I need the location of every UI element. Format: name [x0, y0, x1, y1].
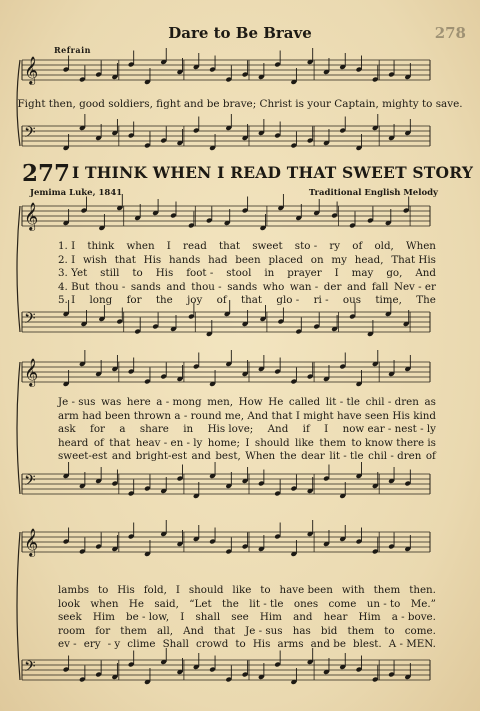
lyric-syllable: When	[245, 450, 276, 463]
system-brace	[17, 362, 20, 494]
refrain-lyrics: Fight then, good soldiers, fight and be brave; Christ is your Captain, mighty to save.	[17, 98, 463, 110]
lyric-syllable: that	[271, 409, 293, 422]
lyric-syllable: look	[58, 597, 80, 610]
treble-clef-icon: 𝄞	[24, 358, 39, 386]
lyric-syllable: I	[295, 409, 300, 422]
lyric-syllable: I	[175, 584, 180, 596]
lyric-syllable: see	[231, 611, 249, 624]
lyric-syllable: sands	[130, 280, 161, 293]
lyric-syllable: for	[90, 423, 105, 436]
lyric-syllable: wish	[82, 253, 107, 266]
system-brace	[17, 206, 20, 332]
page-number: 278	[434, 24, 466, 42]
lyric-syllable: crowd	[196, 638, 229, 651]
lyric-syllable: should	[254, 436, 290, 449]
lyric-syllable: fall	[371, 280, 389, 293]
lyric-syllable: And	[267, 423, 289, 436]
lyric-line	[58, 450, 436, 464]
lyric-syllable: sto -	[294, 240, 318, 252]
lyric-syllable: glo -	[276, 294, 300, 307]
lyric-syllable: a - bove.	[391, 611, 436, 624]
lyric-syllable: lit - tle	[249, 597, 284, 610]
lyric-syllable: share	[139, 423, 169, 436]
lyric-syllable: ri -	[313, 294, 329, 307]
treble-clef-icon: 𝄞	[24, 202, 39, 230]
lyric-line	[58, 437, 436, 451]
lyric-syllable: go,	[386, 267, 403, 280]
lyric-syllable: His	[252, 638, 271, 651]
lyric-syllable: Me.”	[410, 597, 436, 610]
lyric-syllable: that	[114, 253, 136, 266]
lyric-syllable: as	[424, 396, 436, 408]
lyric-syllable: sweet-est	[58, 450, 108, 463]
lyric-syllable: thou -	[191, 280, 222, 293]
lyric-syllable: and	[191, 450, 211, 463]
lyric-syllable: arms	[277, 638, 304, 651]
lyric-syllable: joy	[187, 294, 203, 307]
lyric-syllable: now ear - nest - ly	[342, 423, 436, 436]
lyric-syllable: Shall	[162, 638, 189, 651]
lyric-syllable: to	[384, 624, 395, 637]
lyric-syllable: He	[128, 597, 144, 610]
lyric-syllable: was	[101, 396, 122, 408]
bass-clef-icon: 𝄢	[24, 124, 36, 145]
lyric-syllable: - y	[107, 638, 121, 651]
lyric-syllable: His	[117, 584, 135, 596]
lyric-syllable: sands	[227, 280, 258, 293]
lyric-syllable: bright-est	[135, 450, 187, 463]
lyric-syllable: Him	[259, 611, 282, 624]
lyric-line	[58, 396, 436, 410]
lyric-syllable: And	[247, 409, 269, 422]
lyric-syllable: chil - dren	[365, 396, 419, 408]
lyric-syllable: His	[143, 253, 162, 266]
lyric-syllable: placed	[268, 253, 303, 266]
lyric-syllable: of	[93, 436, 104, 449]
lyric-syllable: me,	[224, 409, 245, 422]
lyric-syllable: sweet	[252, 240, 283, 252]
lyric-syllable: them	[120, 624, 147, 637]
lyric-syllable: might have seen	[303, 409, 390, 422]
hymn-number: 277	[22, 160, 71, 187]
lyric-syllable: His kind	[392, 409, 436, 422]
lyric-syllable: here	[126, 396, 151, 408]
lyric-syllable: The	[416, 294, 436, 307]
lyric-syllable: hear	[323, 611, 348, 624]
lyric-syllable: prayer	[287, 267, 322, 280]
lyric-syllable: ones	[293, 597, 319, 610]
lyric-line	[58, 584, 436, 598]
lyric-syllable: a - round	[174, 409, 222, 422]
lyric-syllable: for	[95, 624, 111, 637]
lyric-syllable: ev -	[58, 638, 77, 651]
lyric-syllable: 5. I	[58, 294, 76, 307]
lyric-syllable: in	[183, 423, 194, 436]
lyric-syllable: when	[126, 240, 155, 252]
lyric-syllable: have been	[279, 584, 333, 596]
lyric-syllable: that	[109, 436, 131, 449]
lyric-syllable: them	[373, 584, 401, 596]
tune-credit: Traditional English Melody	[308, 188, 438, 198]
lyric-line	[58, 410, 436, 424]
lyric-syllable: be - low,	[126, 611, 170, 624]
lyric-syllable: thou -	[94, 280, 126, 293]
lyric-line	[58, 254, 436, 268]
lyric-line	[58, 267, 436, 281]
lyric-syllable: if	[302, 423, 310, 436]
lyric-syllable: that	[241, 294, 263, 307]
bass-clef-icon: 𝄢	[24, 310, 36, 331]
lyric-syllable: That His	[391, 253, 436, 266]
lyric-syllable: time,	[375, 294, 402, 307]
lyric-syllable: and	[293, 611, 313, 624]
lyric-line	[58, 294, 436, 308]
lyric-syllable: ry	[329, 240, 341, 252]
author-credit: Jemima Luke, 1841	[30, 188, 123, 198]
lyric-line	[58, 281, 436, 295]
lyric-syllable: and be	[310, 638, 346, 651]
lyric-syllable: that	[218, 240, 241, 252]
lyric-syllable: fold,	[143, 584, 167, 596]
lyric-syllable: to know there is	[351, 436, 436, 449]
lyric-syllable: stool	[226, 267, 252, 280]
lyric-syllable: said,	[154, 597, 179, 610]
lyric-line	[58, 611, 436, 625]
top-hymn-title: Dare to Be Brave	[168, 24, 312, 42]
lyric-syllable: to	[98, 584, 109, 596]
lyric-syllable: of	[216, 294, 227, 307]
lyric-syllable: 4. But	[58, 280, 90, 293]
lyric-syllable: I	[180, 611, 185, 624]
lyric-syllable: to	[260, 584, 271, 596]
hymn-title: I THINK WHEN I READ THAT SWEET STORY	[72, 163, 474, 182]
lyric-syllable: room	[58, 624, 86, 637]
lyric-syllable: I	[245, 436, 250, 449]
lyric-syllable: them	[319, 436, 346, 449]
lyric-syllable: all,	[157, 624, 174, 637]
lyric-syllable: of	[425, 450, 436, 463]
lyric-syllable: men,	[207, 396, 234, 408]
lyric-syllable: been	[104, 409, 131, 422]
lyric-syllable: had	[82, 409, 102, 422]
lyric-syllable: der	[323, 280, 342, 293]
lyric-syllable: who	[262, 280, 285, 293]
lyric-syllable: A - MEN.	[388, 638, 436, 651]
lyric-syllable: thrown	[133, 409, 172, 422]
lyric-syllable: He	[268, 396, 284, 408]
lyric-syllable: to	[132, 267, 143, 280]
lyric-syllable: His love;	[207, 423, 254, 436]
bass-clef-icon: 𝄢	[24, 472, 36, 493]
lyric-syllable: been	[235, 253, 261, 266]
lyric-syllable: Him	[92, 611, 115, 624]
lyric-syllable: heav - en - ly	[135, 436, 203, 449]
lyric-syllable: called	[288, 396, 321, 408]
lyric-syllable: of	[352, 240, 363, 252]
lyric-syllable: the	[279, 450, 297, 463]
system-brace	[17, 532, 20, 680]
lyric-syllable: Nev - er	[393, 280, 436, 293]
lyric-syllable: to	[235, 638, 246, 651]
refrain-label: Refrain	[54, 45, 91, 55]
lyric-syllable: lit - tle	[329, 450, 364, 463]
lyric-syllable: home;	[207, 436, 240, 449]
lyric-syllable: I	[166, 240, 171, 252]
treble-clef-icon: 𝄞	[24, 528, 39, 556]
lyric-syllable: best,	[215, 450, 241, 463]
lyric-syllable: His	[155, 267, 174, 280]
lyric-syllable: still	[100, 267, 120, 280]
lyric-syllable: the	[155, 294, 173, 307]
lyric-line	[58, 240, 436, 254]
lyric-syllable: When	[405, 240, 436, 252]
lyric-syllable: dear	[301, 450, 325, 463]
lyric-syllable: seek	[58, 611, 82, 624]
lyric-syllable: may	[351, 267, 374, 280]
lyric-syllable: with	[341, 584, 365, 596]
lyric-syllable: in	[264, 267, 275, 280]
lyric-syllable: clime	[127, 638, 156, 651]
lyric-syllable: blest.	[353, 638, 382, 651]
lyric-syllable: 2. I	[58, 253, 76, 266]
lyric-syllable: my	[331, 253, 347, 266]
lyric-syllable: wan -	[289, 280, 319, 293]
lyric-syllable: How	[238, 396, 263, 408]
lyric-syllable: arm	[58, 409, 79, 422]
lyric-syllable: come.	[404, 624, 436, 637]
lyric-syllable: foot -	[186, 267, 214, 280]
lyric-syllable: should	[188, 584, 224, 596]
lyric-syllable: shall	[195, 611, 221, 624]
lyric-line	[58, 598, 436, 612]
lyric-syllable: ous	[342, 294, 362, 307]
lyric-syllable: heard	[58, 436, 89, 449]
lyric-syllable: And	[415, 267, 436, 280]
lyric-syllable: Je - sus	[245, 624, 283, 637]
lyric-syllable: un - to	[366, 597, 401, 610]
lyric-syllable: and	[111, 450, 132, 463]
lyric-syllable: “Let	[189, 597, 212, 610]
lyric-syllable: and	[166, 280, 186, 293]
lyric-syllable: head,	[354, 253, 384, 266]
lyric-syllable: ery	[83, 638, 101, 651]
lyric-syllable: Je - sus	[58, 396, 96, 408]
lyric-syllable: And	[183, 624, 204, 637]
lyric-syllable: read	[183, 240, 207, 252]
lyric-syllable: had	[208, 253, 228, 266]
lyric-syllable: like	[294, 436, 314, 449]
lyric-syllable: for	[126, 294, 142, 307]
lyric-syllable: chil - dren	[368, 450, 422, 463]
lyric-syllable: lambs	[58, 584, 90, 596]
lyric-syllable: the	[222, 597, 239, 610]
lyric-syllable: then.	[409, 584, 436, 596]
lyric-syllable: has	[292, 624, 311, 637]
lyric-syllable: on	[310, 253, 324, 266]
lyric-syllable: that	[213, 624, 236, 637]
lyric-syllable: lit - tle	[325, 396, 360, 408]
treble-clef-icon: 𝄞	[24, 56, 39, 84]
lyric-line	[58, 638, 436, 652]
lyric-line	[58, 423, 436, 437]
lyric-syllable: them	[347, 624, 375, 637]
lyric-syllable: a	[119, 423, 126, 436]
lyric-syllable: long	[89, 294, 113, 307]
lyric-syllable: when	[90, 597, 119, 610]
lyric-syllable: 1. I	[58, 240, 76, 252]
lyric-syllable: bid	[320, 624, 338, 637]
lyric-line	[58, 625, 436, 639]
lyric-syllable: Him	[358, 611, 381, 624]
lyric-syllable: old,	[374, 240, 394, 252]
lyric-syllable: come	[328, 597, 357, 610]
lyric-syllable: I	[334, 267, 339, 280]
bass-clef-icon: 𝄢	[24, 658, 36, 679]
lyric-syllable: hands	[169, 253, 201, 266]
lyric-syllable: think	[87, 240, 115, 252]
lyric-syllable: and	[346, 280, 367, 293]
lyric-syllable: 3. Yet	[58, 267, 88, 280]
lyric-syllable: like	[232, 584, 252, 596]
lyric-syllable: ask	[58, 423, 76, 436]
lyric-syllable: I	[324, 423, 329, 436]
lyric-syllable: a - mong	[156, 396, 202, 408]
